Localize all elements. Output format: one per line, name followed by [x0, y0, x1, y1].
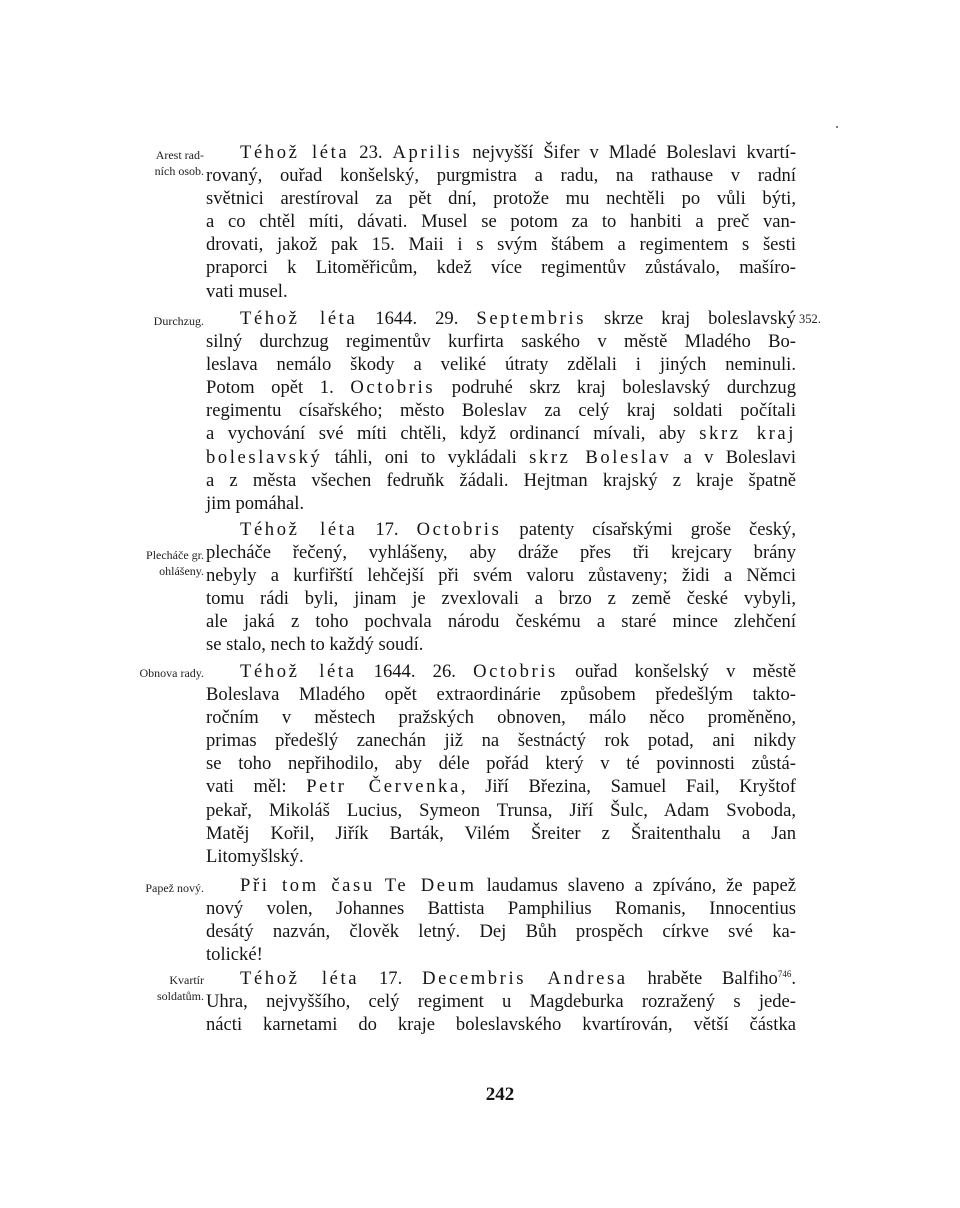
paragraph-plechace: [206, 518, 796, 657]
text-line: Téhož léta 1644. 26. Octobris ouřad konšelský v městě: [240, 661, 796, 682]
text-line: desátý nazván, člověk letný. Dej Bůh prospěch církve své ka-: [206, 921, 796, 943]
margin-note-line: ních osob.: [154, 164, 204, 178]
paragraph-papez: [206, 874, 796, 966]
text-line: se toho nepřihodilo, aby déle pořád který v té povinnosti zůstá-: [206, 753, 796, 775]
text-line: Potom opět 1. Octobris podruhé skrz kraj boleslavský durchzug: [206, 377, 796, 399]
text-line: boleslavský táhli, oni to vykládali skrz Boleslav a v Boleslavi: [206, 446, 796, 468]
text-line: drovati, jakož pak 15. Maii i s svým štábem a regimentem s šesti: [206, 234, 796, 256]
text-line: rovaný, ouřad konšelský, purgmistra a radu, na rathause v radní: [206, 165, 796, 187]
margin-note-line: soldatům.: [157, 989, 204, 1003]
text-line: nový volen, Johannes Battista Pamphilius Romanis, Innocentius: [206, 898, 796, 920]
margin-note-kvartir: [157, 972, 204, 1004]
margin-note-line: Papež nový.: [145, 881, 204, 895]
footnote-ref: 746: [777, 969, 792, 979]
paragraph-arest: [206, 141, 796, 303]
text-line: vati musel.: [206, 280, 288, 302]
text-line: Boleslava Mladého opět extraordinárie způsobem předešlým takto-: [206, 684, 796, 706]
text-line: jim pomáhal.: [206, 492, 305, 514]
text-line: nácti karnetami do kraje boleslavského kvartírován, větší částka: [206, 1014, 796, 1036]
text-line: Téhož léta 17. Octobris patenty císařskými groše český,: [240, 519, 796, 540]
text-line: ale jaká z toho pochvala národu českému a staré mince zlehčení: [206, 611, 796, 633]
text-line: Uhra, nejvyššího, celý regiment u Magdeburka rozražený s jede-: [206, 991, 796, 1013]
text-line: regimentu císařského; město Boleslav za celý kraj soldati počítali: [206, 400, 796, 422]
margin-note-line: Obnova rady.: [139, 666, 204, 680]
speck-mark: [836, 126, 838, 128]
margin-note-line: Arest rad-: [155, 148, 204, 162]
margin-note-obnova: [139, 665, 204, 681]
margin-note-plechace: [146, 547, 204, 579]
text-line: a z města všechen fedruňk žádali. Hejtman krajský z kraje špatně: [206, 469, 796, 491]
page-reference: 352.: [799, 312, 821, 326]
text-line: Litomyšlský.: [206, 845, 304, 867]
margin-note-durchzug: [154, 313, 204, 329]
text-line: primas předešlý zanechán již na šestnáctý rok potad, ani nikdy: [206, 730, 796, 752]
text-line: světnici arestíroval za pět dní, protože mu nechtěli po vůli býti,: [206, 188, 796, 210]
text-line: tolické!: [206, 944, 263, 966]
text-line: Matěj Kořil, Jiřík Barták, Vilém Šreiter z Šraitenthalu a Jan: [206, 822, 796, 844]
text-line: silný durchzug regimentův kurfirta saského v městě Mladého Bo-: [206, 331, 796, 353]
text-line: Téhož léta 17. Decembris Andresa hraběte Balfiho$^{746}$.: [240, 968, 796, 989]
text-line: nebyly a kurfiřští lehčejší při svém valoru zůstaveny; židi a Němci: [206, 565, 796, 587]
paragraph-kvartir: [206, 967, 796, 1036]
margin-note-line: Plecháče gr.: [146, 548, 204, 562]
text-line: pekař, Mikoláš Lucius, Symeon Trunsa, Jiří Šulc, Adam Svoboda,: [206, 799, 796, 821]
text-line: Téhož léta 1644. 29. Septembris skrze kraj boleslavský: [240, 308, 796, 329]
margin-note-papez: [145, 880, 204, 896]
text-line: a vychování své míti chtěli, když ordinancí mívali, aby skrz kraj: [206, 423, 796, 445]
text-line: tomu rádi byli, jinam je zvexlovali a brzo z země české vybyli,: [206, 588, 796, 610]
text-line: Téhož léta 23. Aprilis nejvyšší Šifer v Mladé Boleslavi kvartí-: [240, 142, 797, 163]
text-line: vati měl: Petr Červenka, Jiří Březina, Samuel Fail, Kryštof: [206, 776, 796, 798]
text-line: praporci k Litoměřicům, kdež více regimentův zůstávalo, mašíro-: [206, 257, 796, 279]
text-line: a co chtěl míti, dávati. Musel se potom za to hanbiti a preč van-: [206, 211, 796, 233]
text-line: Při tom času Te Deum laudamus slaveno a zpíváno, že papež: [240, 875, 796, 896]
paragraph-durchzug: [206, 307, 796, 515]
paragraph-obnova: [206, 660, 796, 868]
text-line: leslava nemálo škody a veliké útraty zdělali i jiných neminuli.: [206, 354, 796, 376]
margin-note-line: Kvartír: [169, 973, 204, 987]
margin-note-line: Durchzug.: [153, 314, 204, 328]
text-line: plecháče řečený, vyhlášeny, aby dráže přes tři krejcary brány: [206, 542, 796, 564]
margin-note-arest: [155, 147, 204, 179]
text-line: se stalo, nech to každý soudí.: [206, 634, 424, 656]
text-line: ročním v městech pražských obnoven, málo něco proměněno,: [206, 707, 796, 729]
margin-note-line: ohlášeny.: [159, 564, 204, 578]
page-number: 242: [485, 1084, 515, 1105]
